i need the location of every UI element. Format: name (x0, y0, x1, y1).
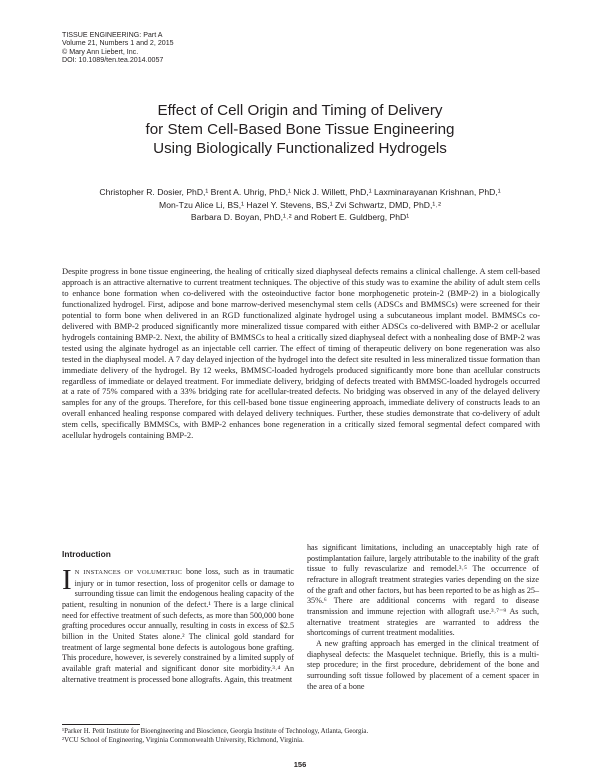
footnote-divider (62, 724, 140, 725)
intro-paragraph-1: bone loss, such as in traumatic injury or in tumor resection, loss of progenitor cells or damage to surrounding tissue can limit the endogenous healing capacity of the patient, resulting in nonunion of the defect.¹ There is a large clinical need for effective treatment of such defects, as more than 500,000 bone grafting procedures occur annually, resulting in costs in excess of $2.5 billion in the United States alone.² The clinical gold standard for treatment of large segmental bone defects is autologous bone grafting. This procedure, however, is severely constrained by a limited supply of available graft material and significant donor site morbidity.³˒⁴ An alternative treatment is processed bone allografts. Again, this treatment (62, 567, 294, 684)
affiliation-footnotes (62, 728, 540, 746)
page-number: 156 (293, 760, 307, 769)
drop-cap: I (62, 564, 72, 596)
introduction-left-column (62, 564, 294, 685)
intro-paragraph-2: A new grafting approach has emerged in the clinical treatment of diaphyseal defects: the Masquelet technique. Briefly, this is a multi-step procedure; in the first procedure, debridement of the bone and surrounding soft tissue followed by placement of a cement spacer in the area of a bone (307, 638, 539, 691)
lead-in-smallcaps: N INSTANCES OF VOLUMETRIC (74, 569, 183, 576)
abstract: Despite progress in bone tissue engineering, the healing of critically sized diaphyseal defects remains a clinical challenge. A stem cell-based approach is an attractive alternative to current treatment techniques. The objective of this study was to examine the ability of adult stem cells to enhance bone formation when co-delivered with the osteoinductive factor bone morphogenetic protein-2 (BMP-2) in a biologically functionalized hydrogel. First, adipose and bone marrow-derived mesenchymal stem cells (ADSCs and BMMSCs) were screened for their potential to form bone when delivered in an RGD functionalized alginate hydrogel using a subcutaneous implant model. BMMSCs co-delivered with BMP-2 produced significantly more mineralized tissue compared with either ADSCs co-delivered with BMP-2 or acellular hydrogels containing BMP-2. Next, the ability of BMMSCs to heal a critically sized diaphyseal defect with a nonhealing dose of BMP-2 was tested using the alginate hydrogel as an injectable cell carrier. The effect of timing of therapeutic delivery on bone regeneration was also tested in the diaphyseal model. A 7 day delayed injection of the hydrogel into the defect site resulted in less mineralized tissue formation than immediate delivery of the hydrogel. By 12 weeks, BMMSC-loaded hydrogels produced significantly more bone than acellular constructs regardless of immediate or delayed treatment. For immediate delivery, bridging of defects treated with BMMSC-loaded hydrogels occurred at a rate of 75% compared with a 33% bridging rate for acellular-treated defects. No bridging was observed in any of the delayed delivery samples for any of the groups. Therefore, for this cell-based bone tissue engineering approach, immediate delivery of constructs leads to an overall enhanced healing response compared with delayed delivery techniques. Further, these studies demonstrate that co-delivery of adult stem cells, specifically BMMSCs, with BMP-2 enhances bone regeneration in a critically sized femoral segmental defect compared with acellular hydrogels containing BMP-2. (62, 266, 540, 441)
introduction-heading: Introduction (62, 549, 111, 559)
journal-volume: Volume 21, Numbers 1 and 2, 2015 (62, 39, 174, 48)
title-line-3: Using Biologically Functionalized Hydrogels (153, 140, 447, 158)
journal-copyright: © Mary Ann Liebert, Inc. (62, 47, 139, 56)
authors-line-1: Christopher R. Dosier, PhD,¹ Brent A. Uhrig, PhD,¹ Nick J. Willett, PhD,¹ Laxminarayanan Krishnan, PhD,¹ (99, 187, 501, 197)
author-list (40, 186, 560, 224)
footnote-1: ¹Parker H. Petit Institute for Bioengineering and Bioscience, Georgia Institute of Technology, Atlanta, Georgia. (62, 728, 369, 735)
journal-doi: DOI: 10.1089/ten.tea.2014.0057 (62, 55, 164, 64)
title-line-1: Effect of Cell Origin and Timing of Delivery (157, 102, 443, 119)
journal-name: TISSUE ENGINEERING: Part A (62, 31, 163, 39)
introduction-right-column (307, 543, 539, 692)
authors-line-3: Barbara D. Boyan, PhD,¹˒² and Robert E. Guldberg, PhD¹ (190, 212, 410, 223)
article-title (60, 101, 540, 159)
authors-line-2: Mon-Tzu Alice Li, BS,¹ Hazel Y. Stevens, BS,¹ Zvi Schwartz, DMD, PhD,¹˒² (159, 199, 441, 210)
footnote-2: ²VCU School of Engineering, Virginia Commonwealth University, Richmond, Virginia. (62, 736, 304, 744)
intro-paragraph-1-continued: has significant limitations, including an unacceptably high rate of postimplantation failure, largely attributable to the inability of the graft tissue to fully revascularize and remodel.³˒⁵ The occurrence of refracture in allograft treatment strategies varies depending on the size of the graft and other factors, but has been reported to be as high as 25–35%.⁶ There are additional concerns with regard to disease transmission and immune rejection with allograft use.³˒⁷⁻⁹ As such, alternative treatment strategies are warranted to address the shortcomings of current treatment modalities. (307, 543, 539, 638)
title-line-2: for Stem Cell-Based Bone Tissue Engineering (145, 121, 455, 139)
journal-header (62, 31, 174, 64)
